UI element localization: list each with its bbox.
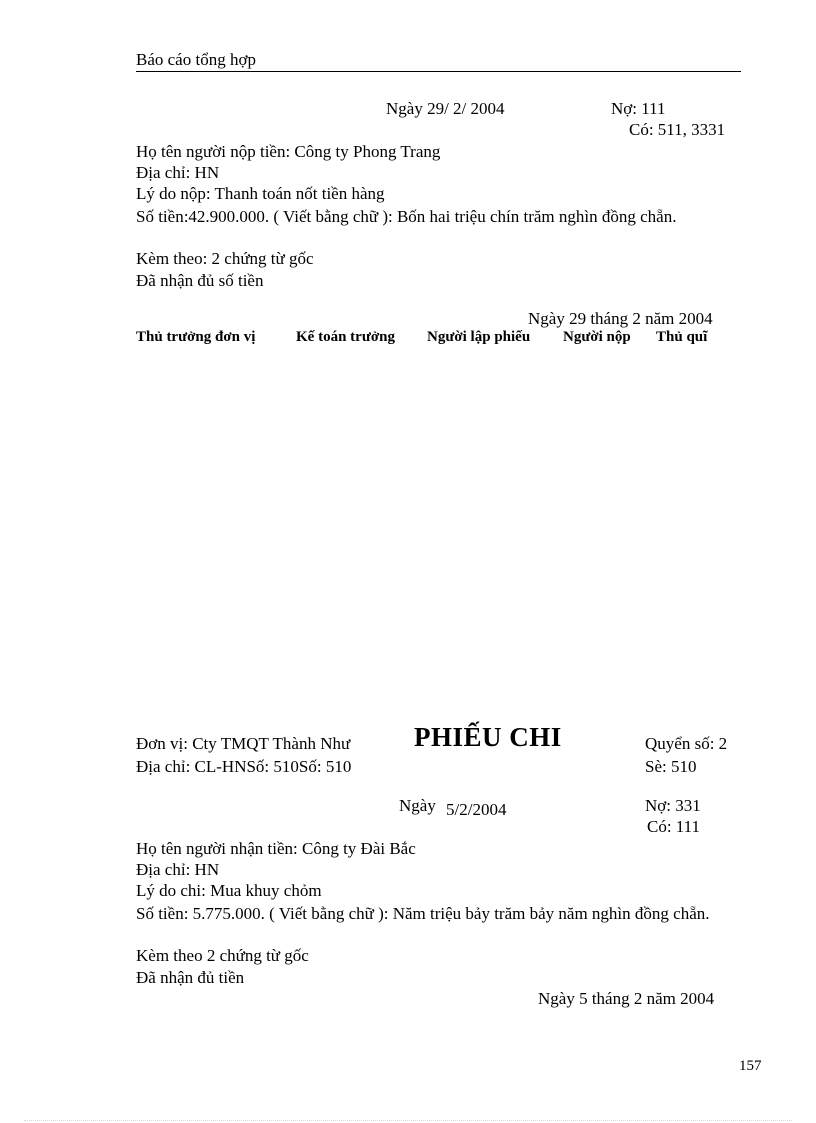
receipt-amount: Số tiền:42.900.000. ( Viết bằng chữ ): Bốn hai triệu chín trăm nghìn đồng chẵn. [136,207,677,226]
signature-preparer: Người lập phiếu [427,329,531,345]
voucher-book-number: Quyển số: 2 [645,734,728,753]
voucher-received-note: Đã nhận đủ tiền [136,968,245,987]
page-bottom-border [24,1120,792,1121]
voucher-amount: Số tiền: 5.775.000. ( Viết bằng chữ ): Năm triệu bảy trăm bảy năm nghìn đồng chẵn. [136,904,710,923]
page-number: 157 [739,1058,762,1074]
voucher-sign-date: Ngày 5 tháng 2 năm 2004 [538,989,715,1008]
report-header-title: Báo cáo tổng hợp [136,50,256,69]
voucher-receiver: Họ tên người nhận tiền: Công ty Đài Bắc [136,839,416,858]
signature-chief-accountant: Kế toán trưởng [296,329,395,345]
receipt-date-line: Ngày 29/ 2/ 2004 [386,99,505,118]
header-divider [136,71,741,72]
voucher-date-value: 5/2/2004 [446,800,507,819]
voucher-address: Địa chỉ: HN [136,860,220,879]
voucher-credit: Có: 111 [647,817,701,836]
voucher-date-label: Ngày [399,796,436,815]
voucher-address-line: Địa chỉ: CL-HNSố: 510Số: 510 [136,757,352,776]
voucher-series: Sè: 510 [645,757,697,776]
voucher-unit: Đơn vị: Cty TMQT Thành Như [136,734,351,753]
receipt-payer: Họ tên người nộp tiền: Công ty Phong Trang [136,142,441,161]
receipt-address: Địa chỉ: HN [136,163,220,182]
receipt-received-note: Đã nhận đủ số tiền [136,271,264,290]
receipt-debit: Nợ: 111 [611,99,666,118]
voucher-attachments: Kèm theo 2 chứng từ gốc [136,946,309,965]
receipt-attachments: Kèm theo: 2 chứng từ gốc [136,249,314,268]
signature-cashier: Thủ quĩ [656,329,708,345]
voucher-debit: Nợ: 331 [645,796,701,815]
receipt-sign-date: Ngày 29 tháng 2 năm 2004 [528,309,713,328]
receipt-credit: Có: 511, 3331 [629,120,726,139]
voucher-reason: Lý do chi: Mua khuy chỏm [136,881,322,900]
signature-unit-head: Thủ trưởng đơn vị [136,329,256,345]
voucher-title: PHIẾU CHI [414,722,562,752]
signature-payer: Người nộp [563,329,631,345]
receipt-reason: Lý do nộp: Thanh toán nốt tiền hàng [136,184,385,203]
